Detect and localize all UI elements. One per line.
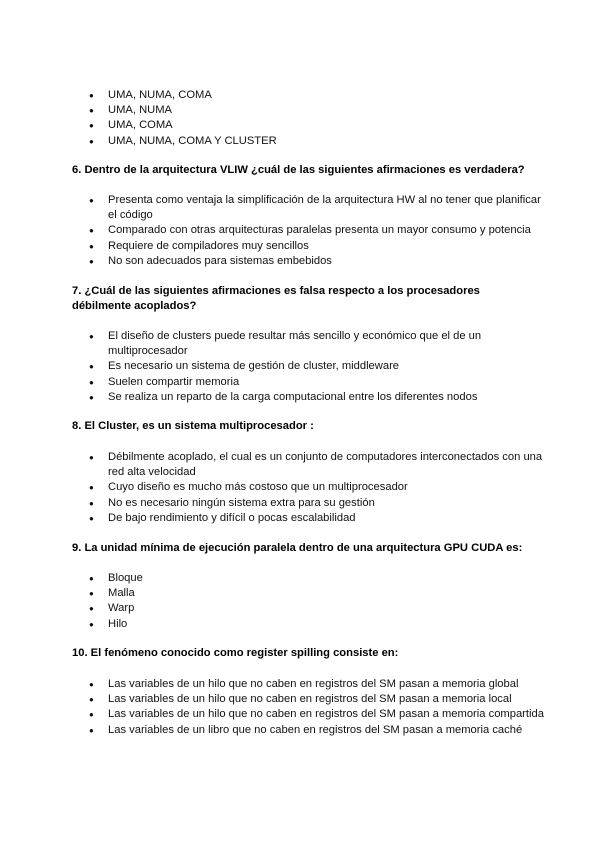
list-item: ● Las variables de un hilo que no caben en registros del SM pasan a memoria local [0, 692, 548, 707]
list-item: ● UMA, NUMA, COMA Y CLUSTER [0, 134, 548, 149]
list-item: ● Comparado con otras arquitecturas paralelas presenta un mayor consumo y potencia [0, 223, 548, 238]
list-item: ● Débilmente acoplado, el cual es un conjunto de computadores interconectados con una red alta velocidad [0, 450, 548, 480]
q7-title: 7. ¿Cuál de las siguientes afirmaciones es falsa respecto a los procesadores débilmente acoplados? [72, 285, 480, 313]
list-item: ● Cuyo diseño es mucho más costoso que un multiprocesador [0, 480, 548, 495]
list-item: ● Presenta como ventaja la simplificación de la arquitectura HW al no tener que planificar el código [0, 193, 548, 223]
q5-section [0, 88, 600, 149]
q8-section [0, 450, 600, 526]
list-item: ● El diseño de clusters puede resultar más sencillo y económico que el de un multiprocesador [0, 329, 548, 359]
list-item: ● No es necesario ningún sistema extra para su gestión [0, 496, 548, 511]
list-item: ● Warp [0, 601, 548, 616]
list-item: ● De bajo rendimiento y difícil o pocas escalabilidad [0, 511, 548, 526]
q6-options [0, 193, 600, 269]
q10-options [0, 677, 600, 738]
q8-title: 8. El Cluster, es un sistema multiprocesador : [72, 420, 314, 432]
list-item: ● Se realiza un reparto de la carga computacional entre los diferentes nodos [0, 390, 548, 405]
list-item: ● UMA, NUMA, COMA [0, 88, 548, 103]
list-item: ● Las variables de un hilo que no caben en registros del SM pasan a memoria global [0, 677, 548, 692]
list-item: ● Malla [0, 586, 548, 601]
list-item: ● Requiere de compiladores muy sencillos [0, 239, 548, 254]
q5-options [0, 88, 600, 149]
q10-title: 10. El fenómeno conocido como register spilling consiste en: [72, 647, 399, 659]
list-item: ● UMA, NUMA [0, 103, 548, 118]
list-item: ● Las variables de un hilo que no caben en registros del SM pasan a memoria compartida [0, 707, 548, 722]
list-item: ● No son adecuados para sistemas embebidos [0, 254, 548, 269]
list-item: ● Bloque [0, 571, 548, 586]
list-item: ● Suelen compartir memoria [0, 375, 548, 390]
q9-section [0, 571, 600, 632]
q10-section [0, 677, 600, 738]
q7-section [0, 329, 600, 405]
list-item: ● Hilo [0, 617, 548, 632]
q9-options [0, 571, 600, 632]
list-item: ● UMA, COMA [0, 118, 548, 133]
q6-section [0, 193, 600, 269]
q6-title: 6. Dentro de la arquitectura VLIW ¿cuál de las siguientes afirmaciones es verdadera? [72, 164, 525, 176]
list-item: ● Las variables de un libro que no caben en registros del SM pasan a memoria caché [0, 723, 548, 738]
q7-options [0, 329, 600, 405]
q8-options [0, 450, 600, 526]
q9-title: 9. La unidad mínima de ejecución paralela dentro de una arquitectura GPU CUDA es: [72, 542, 523, 554]
list-item: ● Es necesario un sistema de gestión de cluster, middleware [0, 359, 548, 374]
